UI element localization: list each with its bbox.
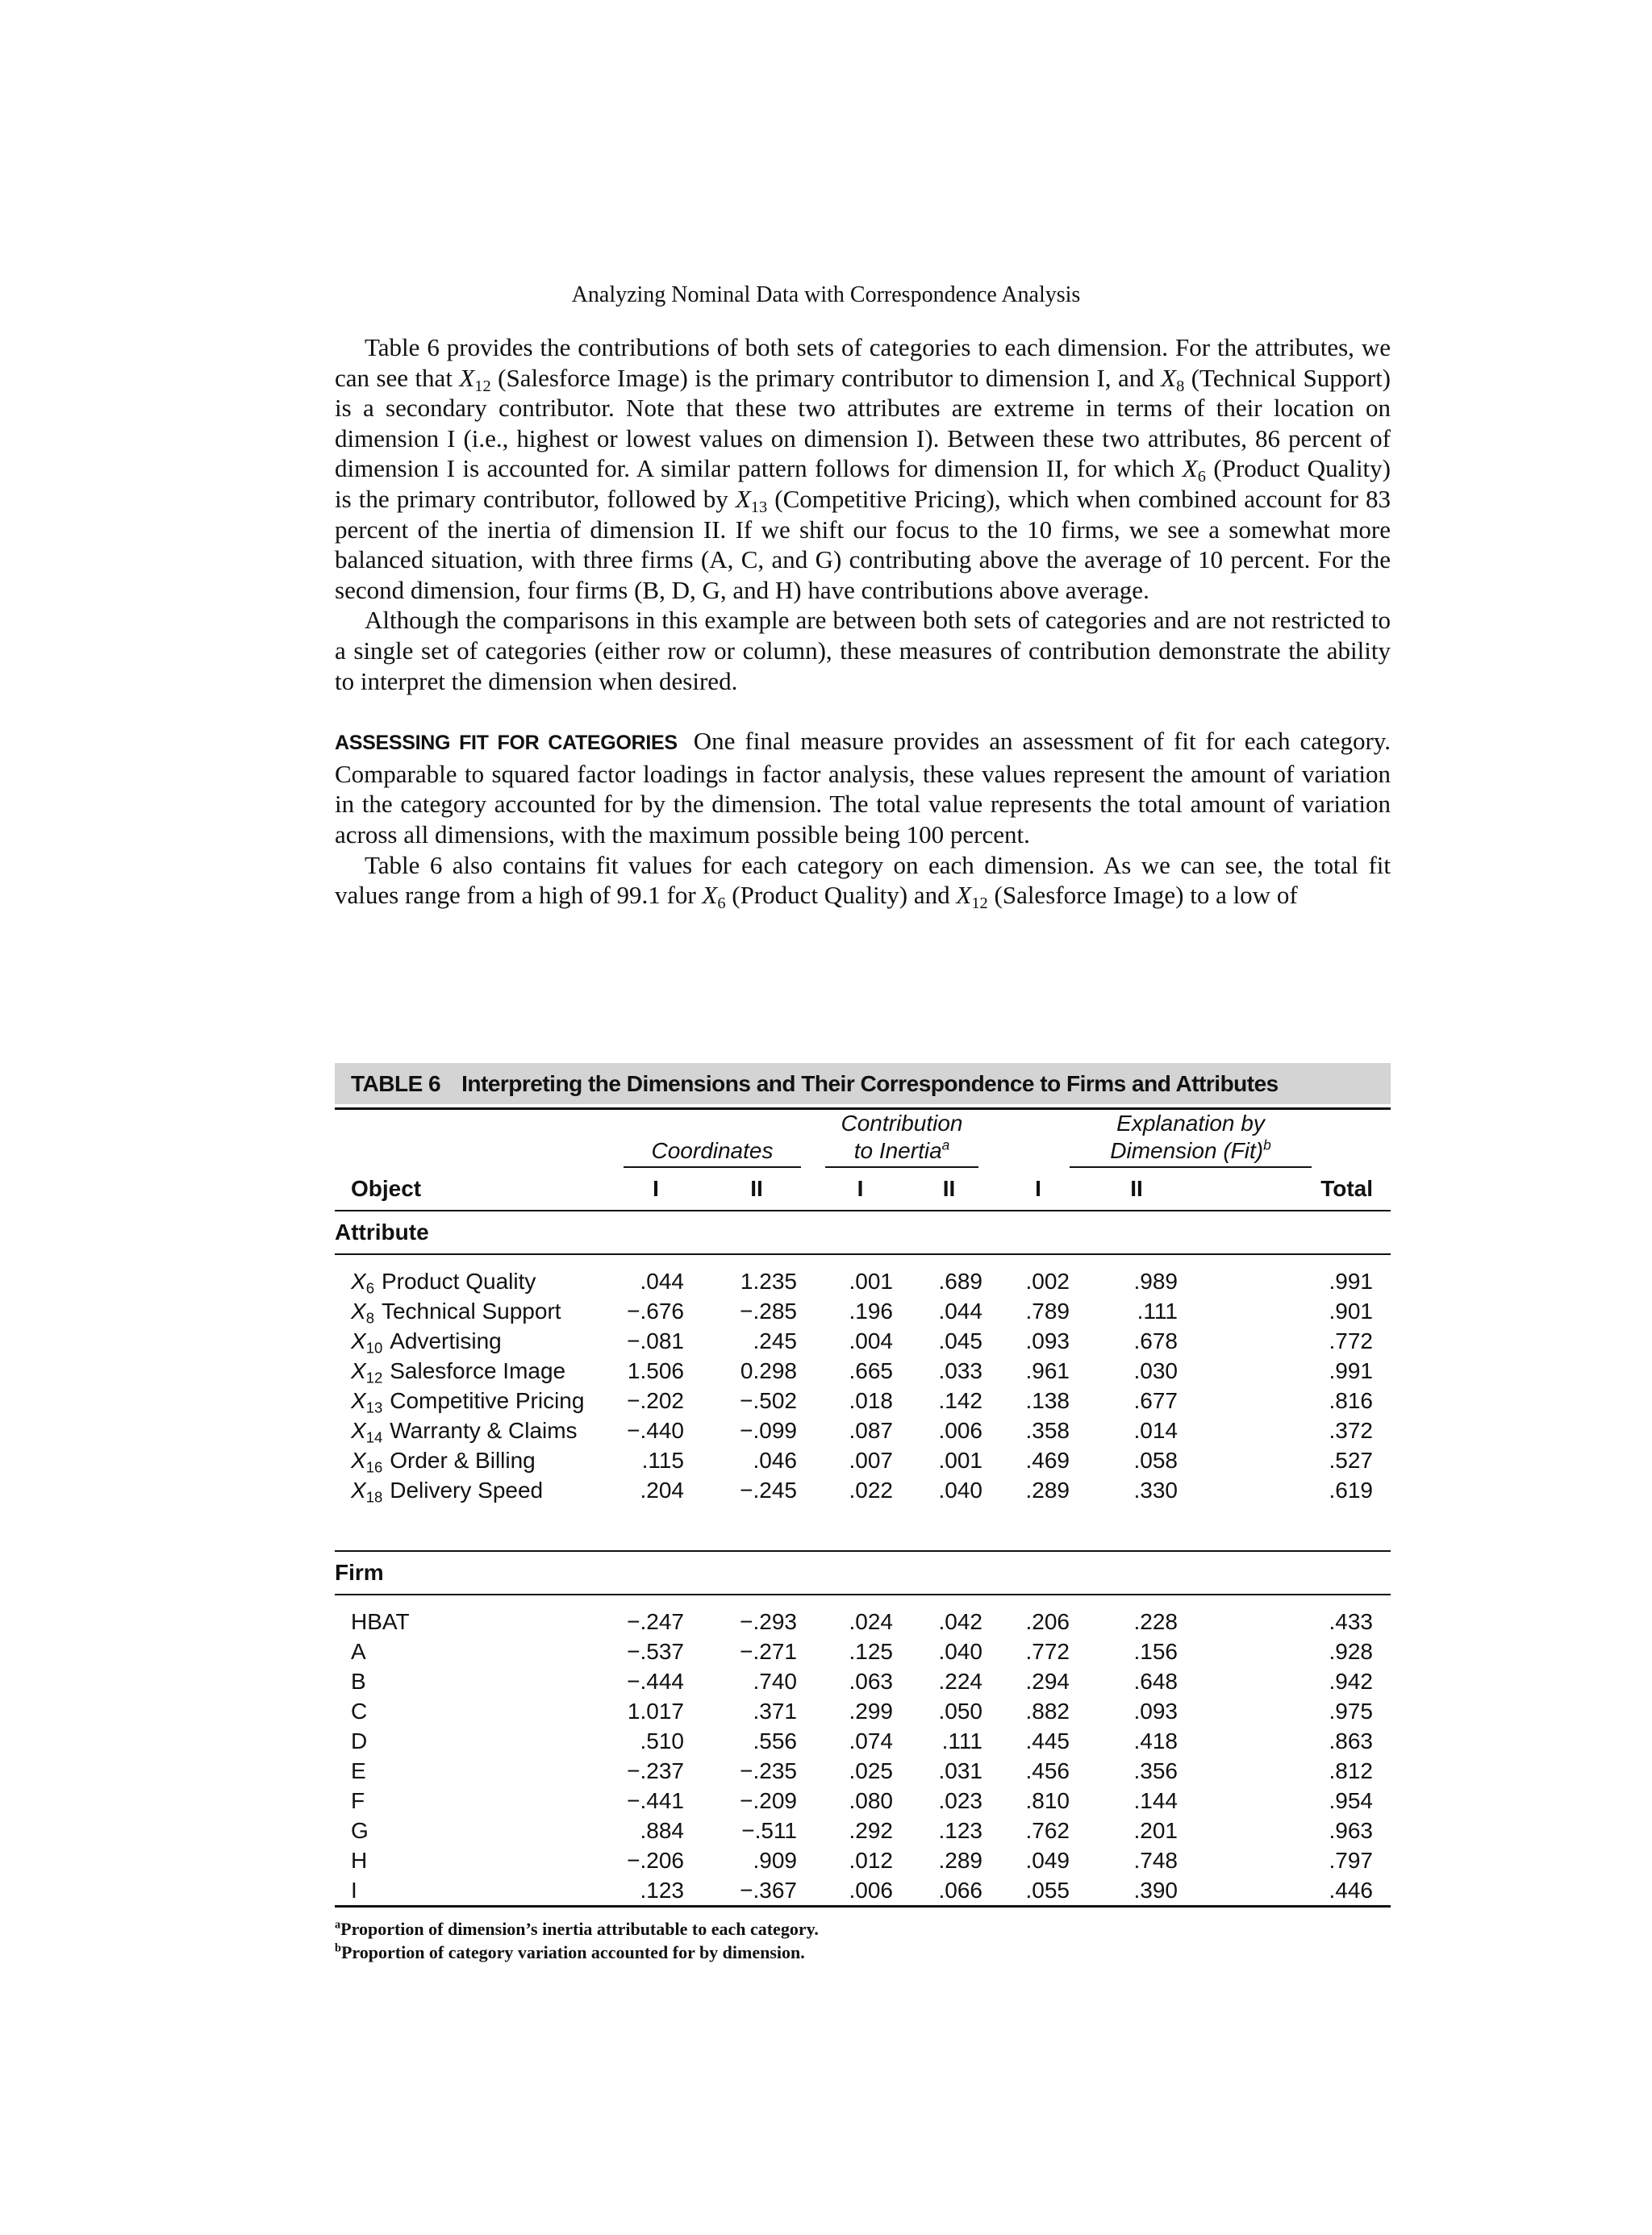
fit-dim1-value: .810 [1025,1788,1070,1813]
firm-section-row [335,1551,1391,1595]
firm-section-label: Firm [335,1551,1391,1595]
coord-dim1-value: .123 [640,1878,684,1903]
fit-dim1-value: .049 [1025,1848,1070,1873]
fit-total-value: .527 [1329,1448,1373,1473]
contrib-dim2-value: .033 [938,1358,982,1383]
table-title-bar [335,1063,1391,1104]
coord-dim2-value: −.502 [740,1388,797,1413]
footnote-a: $^a$Proportion of dimension’s inertia attributable to each category. [335,1918,819,1939]
table-row [335,1416,1391,1445]
coord-dim1-value: −.206 [627,1848,684,1873]
contribution-header: Contribution to Inertia$^a$ [825,1110,978,1168]
fit-dim2-value: .111 [1137,1299,1178,1324]
firm-label: A [351,1639,366,1664]
fit-dim2-value: .748 [1133,1848,1178,1873]
firm-label: H [351,1848,368,1873]
contrib-dim1-value: .299 [849,1699,893,1724]
fit-total-value: .991 [1329,1358,1373,1383]
fit-dim2-value: .156 [1133,1639,1178,1664]
fit-dim1-value: .789 [1025,1299,1070,1324]
object-header: Object [335,1168,611,1211]
coord-dim2-header: II [700,1168,813,1211]
coord-dim1-value: .115 [641,1448,684,1473]
attribute-section-label: Attribute [335,1211,1391,1254]
contrib-dim1-value: .074 [849,1728,893,1753]
firm-label: C [351,1699,368,1724]
contrib-dim2-value: .050 [938,1699,982,1724]
contrib-dim1-value: .063 [849,1669,893,1694]
contrib-dim1-value: .080 [849,1788,893,1813]
table-row [335,1326,1391,1356]
contrib-dim2-value: .224 [938,1669,982,1694]
fit-dim1-value: .445 [1025,1728,1070,1753]
coord-dim2-value: −.209 [740,1788,797,1813]
fit-dim2-value: .356 [1133,1758,1178,1783]
runin-heading: ASSESSING FIT FOR CATEGORIES [335,732,678,755]
coord-dim1-value: 1.506 [627,1358,684,1383]
table-row [335,1696,1391,1726]
table-row [335,1637,1391,1666]
contrib-dim1-value: .125 [849,1639,893,1664]
table-row [335,1666,1391,1696]
coord-dim2-value: .909 [753,1848,797,1873]
coord-dim1-header: I [611,1168,700,1211]
table-row [335,1786,1391,1816]
contrib-dim1-value: .007 [849,1448,893,1473]
table-row [335,1296,1391,1326]
table-row [335,1356,1391,1386]
fit-dim1-value: .055 [1025,1878,1070,1903]
coord-dim2-value: −.271 [740,1639,797,1664]
contrib-dim2-value: .023 [938,1788,982,1813]
fit-dim2-value: .228 [1133,1609,1178,1634]
header-group-row [335,1110,1391,1168]
fit-dim2-value: .201 [1133,1818,1178,1843]
fit-dim2-value: .418 [1133,1728,1178,1753]
contrib-dim2-value: .045 [938,1328,982,1353]
coord-dim1-value: −.081 [627,1328,684,1353]
coord-dim2-value: −.285 [740,1299,797,1324]
coord-dim1-value: .044 [640,1269,684,1294]
contrib-dim1-value: .024 [849,1609,893,1634]
fit-dim1-value: .762 [1025,1818,1070,1843]
table-6 [335,1063,1391,1964]
table-row [335,1816,1391,1845]
contrib-dim1-value: .004 [849,1328,893,1353]
contrib-dim2-value: .044 [938,1299,982,1324]
firm-label: G [351,1818,369,1843]
coord-dim2-value: .046 [753,1448,797,1473]
fit-total-value: .942 [1329,1669,1373,1694]
coord-dim2-value: .245 [753,1328,797,1353]
contrib-dim2-value: .040 [938,1639,982,1664]
firm-label: HBAT [351,1609,410,1634]
fit-dim2-value: .677 [1133,1388,1178,1413]
attribute-label: $X_{14}$ Warranty & Claims [351,1418,578,1446]
paragraph-2: Although the comparisons in this example are between both sets of categories and are not restricted to a single set of categories (either row or column), these measures of contribution demonstrate the ability to interpret the dimension when desired. [335,606,1391,695]
table-row [335,1875,1391,1905]
firm-label: D [351,1728,368,1753]
fit-total-value: .901 [1329,1299,1373,1324]
coord-dim1-value: −.247 [627,1609,684,1634]
contrib-dim1-value: .665 [849,1358,893,1383]
contrib-dim1-value: .292 [849,1818,893,1843]
contrib-dim1-value: .006 [849,1878,893,1903]
coord-dim1-value: −.537 [627,1639,684,1664]
firm-label: I [351,1878,357,1903]
coord-dim1-value: −.440 [627,1418,684,1443]
fit-dim2-value: .648 [1133,1669,1178,1694]
coord-dim1-value: .884 [640,1818,684,1843]
attribute-label: $X_6$ Product Quality [351,1269,536,1297]
contrib-dim2-value: .111 [941,1728,982,1753]
fit-dim1-value: .358 [1025,1418,1070,1443]
fit-dim1-header: I [991,1168,1086,1211]
table-row [335,1386,1391,1416]
table-rule-bottom [335,1905,1391,1908]
fit-total-value: .991 [1329,1269,1373,1294]
fit-dim1-value: .961 [1025,1358,1070,1383]
firm-label: F [351,1788,365,1813]
contrib-dim1-header: I [813,1168,907,1211]
contrib-dim1-value: .012 [849,1848,893,1873]
contrib-dim2-value: .066 [938,1878,982,1903]
contrib-dim2-value: .289 [938,1848,982,1873]
attribute-label: $X_{18}$ Delivery Speed [351,1478,544,1506]
fit-dim1-value: .002 [1025,1269,1070,1294]
coord-dim2-value: −.245 [740,1478,797,1503]
fit-dim2-header: II [1086,1168,1187,1211]
fit-total-value: .863 [1329,1728,1373,1753]
fit-total-value: .446 [1329,1878,1373,1903]
fit-total-value: .372 [1329,1418,1373,1443]
fit-dim1-value: .093 [1025,1328,1070,1353]
attribute-section-row [335,1211,1391,1254]
coordinates-header: Coordinates [624,1137,801,1168]
fit-total-value: .816 [1329,1388,1373,1413]
coord-dim1-value: −.444 [627,1669,684,1694]
firm-label: E [351,1758,366,1783]
fit-total-value: .812 [1329,1758,1373,1783]
fit-dim1-value: .294 [1025,1669,1070,1694]
attribute-label: $X_{13}$ Competitive Pricing [351,1388,585,1416]
paragraph-4: Table 6 also contains fit values for each category on each dimension. As we can see, the total fit values range from a high of 99.1 for $X_6$ (Product Quality) and $X_{12}$ (Salesforce Image) to a low of [335,850,1391,913]
contrib-dim1-value: .022 [849,1478,893,1503]
fit-header: Explanation by Dimension (Fit)$^b$ [1070,1110,1312,1168]
fit-total-value: .797 [1329,1848,1373,1873]
fit-dim2-value: .678 [1133,1328,1178,1353]
contrib-dim2-value: .042 [938,1609,982,1634]
fit-dim2-value: .144 [1133,1788,1178,1813]
coord-dim1-value: .204 [640,1478,684,1503]
coord-dim2-value: −.099 [740,1418,797,1443]
table-row [335,1266,1391,1296]
fit-dim2-value: .014 [1133,1418,1178,1443]
contrib-dim2-value: .001 [938,1448,982,1473]
fit-dim2-value: .330 [1133,1478,1178,1503]
table-row [335,1845,1391,1875]
coord-dim2-value: .740 [753,1669,797,1694]
contrib-dim1-value: .018 [849,1388,893,1413]
fit-dim1-value: .138 [1025,1388,1070,1413]
fit-dim2-value: .058 [1133,1448,1178,1473]
fit-dim1-value: .456 [1025,1758,1070,1783]
contrib-dim2-value: .123 [938,1818,982,1843]
coord-dim1-value: 1.017 [627,1699,684,1724]
contrib-dim2-value: .142 [938,1388,982,1413]
table-footnotes [335,1917,1391,1964]
contrib-dim1-value: .087 [849,1418,893,1443]
coord-dim1-value: .510 [640,1728,684,1753]
fit-total-header: Total [1187,1168,1391,1211]
table-row [335,1726,1391,1756]
header-sub-row [335,1168,1391,1211]
fit-dim1-value: .772 [1025,1639,1070,1664]
contrib-dim2-value: .006 [938,1418,982,1443]
contrib-dim2-value: .031 [938,1758,982,1783]
fit-dim2-value: .030 [1133,1358,1178,1383]
coord-dim2-value: −.293 [740,1609,797,1634]
fit-dim2-value: .093 [1133,1699,1178,1724]
paragraph-3: ASSESSING FIT FOR CATEGORIES One final measure provides an assessment of fit for each category. Comparable to squared factor loadings in factor analysis, these values represent the amount of variation in the category accounted for by the dimension. The total value represents the total amount of variation across all dimensions, with the maximum possible being 100 percent. [335,727,1391,849]
data-table [335,1110,1391,1905]
fit-total-value: .433 [1329,1609,1373,1634]
coord-dim2-value: −.367 [740,1878,797,1903]
attribute-label: $X_{16}$ Order & Billing [351,1448,536,1476]
fit-total-value: .954 [1329,1788,1373,1813]
fit-total-value: .928 [1329,1639,1373,1664]
attribute-label: $X_{10}$ Advertising [351,1328,502,1357]
fit-dim1-value: .469 [1025,1448,1070,1473]
attribute-label: $X_8$ Technical Support [351,1299,561,1327]
table-title: Interpreting the Dimensions and Their Correspondence to Firms and Attributes [461,1071,1279,1096]
fit-dim1-value: .206 [1025,1609,1070,1634]
fit-total-value: .619 [1329,1478,1373,1503]
paragraph-1: Table 6 provides the contributions of both sets of categories to each dimension. For the attributes, we can see that $X_{12}$ (Salesforce Image) is the primary contributor to dimension I, and $X_8$ (Technical Support) is a secondary contributor. Note that these two attributes are extreme in terms of their location on dimension I (i.e., highest or lowest values on dimension I). Between these two attributes, 86 percent of dimension I is accounted for. A similar pattern follows for dimension II, for which $X_6$ (Product Quality) is the primary contributor, followed by $X_{13}$ (Competitive Pricing), which when combined account for 83 percent of the inertia of dimension II. If we shift our focus to the 10 firms, we see a somewhat more balanced situation, with three firms (A, C, and G) contributing above the average of 10 percent. For the second dimension, four firms (B, D, G, and H) have contributions above average. [335,333,1391,604]
coord-dim2-value: 1.235 [740,1269,797,1294]
attribute-label: $X_{12}$ Salesforce Image [351,1358,566,1386]
table-number: TABLE 6 [351,1071,441,1096]
coord-dim2-value: .371 [753,1699,797,1724]
contrib-dim2-value: .040 [938,1478,982,1503]
coord-dim2-value: −.235 [740,1758,797,1783]
table-row [335,1475,1391,1505]
table-row [335,1756,1391,1786]
fit-dim2-value: .390 [1133,1878,1178,1903]
coord-dim1-value: −.202 [627,1388,684,1413]
fit-total-value: .772 [1329,1328,1373,1353]
fit-total-value: .975 [1329,1699,1373,1724]
fit-dim2-value: .989 [1133,1269,1178,1294]
contrib-dim1-value: .025 [849,1758,893,1783]
table-row [335,1607,1391,1637]
contrib-dim2-value: .689 [938,1269,982,1294]
contrib-dim1-value: .196 [849,1299,893,1324]
running-head: Analyzing Nominal Data with Correspondence Analysis [571,282,1081,307]
body-text [335,332,1391,911]
fit-total-value: .963 [1329,1818,1373,1843]
fit-dim1-value: .882 [1025,1699,1070,1724]
contrib-dim2-header: II [907,1168,991,1211]
coord-dim2-value: .556 [753,1728,797,1753]
fit-dim1-value: .289 [1025,1478,1070,1503]
table-row [335,1445,1391,1475]
coord-dim1-value: −.237 [627,1758,684,1783]
coord-dim1-value: −.676 [627,1299,684,1324]
contrib-dim1-value: .001 [849,1269,893,1294]
coord-dim2-value: 0.298 [740,1358,797,1383]
coord-dim2-value: −.511 [741,1818,797,1843]
footnote-b: $^b$Proportion of category variation accounted for by dimension. [335,1941,805,1962]
firm-label: B [351,1669,366,1694]
coord-dim1-value: −.441 [627,1788,684,1813]
